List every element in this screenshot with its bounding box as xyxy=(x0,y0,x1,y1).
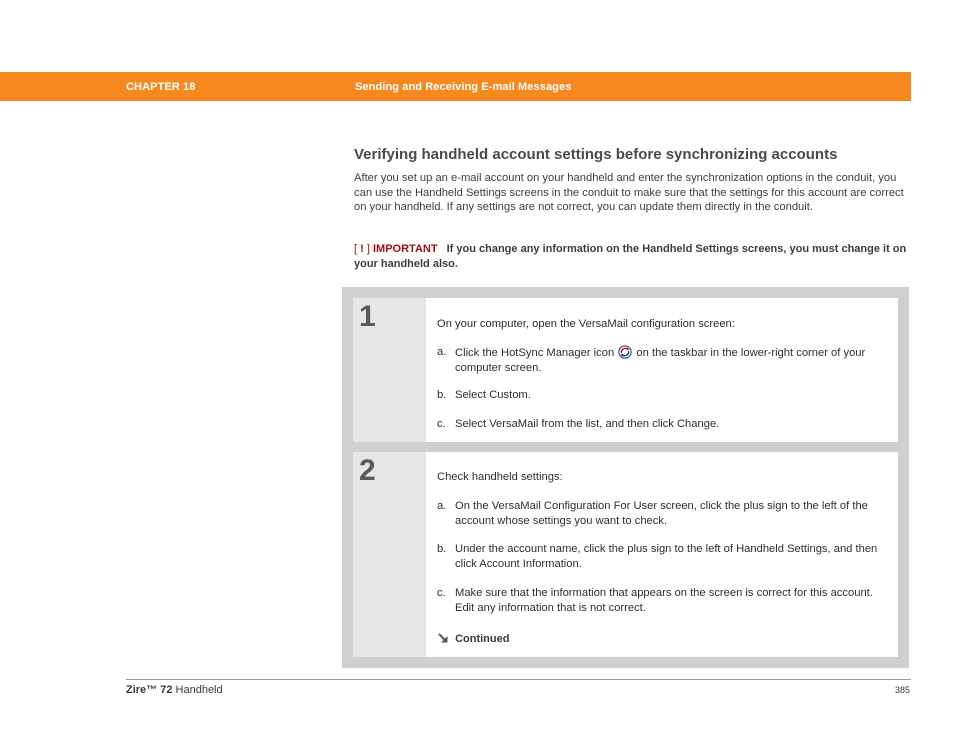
important-text: If you change any information on the Handheld Settings screens, you must change it on your handheld also. xyxy=(354,243,907,270)
item-letter: a. xyxy=(437,500,447,512)
footer-divider xyxy=(126,679,911,680)
step-item xyxy=(437,542,892,571)
step-number-column xyxy=(353,298,426,442)
footer-product-suffix: Handheld xyxy=(172,684,223,696)
important-bracket-open: [ xyxy=(354,243,358,255)
important-exclamation-icon: ! xyxy=(360,243,364,255)
step-item xyxy=(437,499,892,528)
chapter-title: Sending and Receiving E-mail Messages xyxy=(355,81,572,93)
step-intro: On your computer, open the VersaMail configuration screen: xyxy=(437,318,735,330)
item-text: On the VersaMail Configuration For User screen, click the plus sign to the left of the account whose settings you want to check. xyxy=(455,500,868,527)
step-number: 1 xyxy=(359,300,376,333)
item-letter: b. xyxy=(437,543,447,555)
footer-product xyxy=(126,684,223,696)
chapter-number: CHAPTER 18 xyxy=(126,81,196,93)
important-label: IMPORTANT xyxy=(372,243,438,255)
page-number: 385 xyxy=(894,685,910,695)
chapter-header-bar xyxy=(0,72,911,101)
important-note xyxy=(354,242,914,272)
hotsync-icon xyxy=(618,345,632,359)
step-item xyxy=(437,417,892,432)
item-letter: c. xyxy=(437,418,446,430)
step-number: 2 xyxy=(359,454,376,487)
important-bracket-close: ] xyxy=(366,243,370,255)
step-item xyxy=(437,345,892,375)
item-text: Select VersaMail from the list, and then click Change. xyxy=(455,418,720,430)
section-intro: After you set up an e-mail account on your handheld and enter the synchronization options in the conduit, you can use the Handheld Settings screens in the conduit to make sure that the settings for this account are correct on your handheld. If any settings are not correct, you can update them directly in the conduit. xyxy=(354,172,904,214)
item-text: Select Custom. xyxy=(455,389,531,401)
steps-panel xyxy=(342,287,909,668)
continued-label: Continued xyxy=(455,633,510,645)
item-text-after-icon: on the taskbar in the lower-right corner of your computer screen. xyxy=(455,347,866,374)
item-text: Make sure that the information that appears on the screen is correct for this account. Edit any information that is not correct. xyxy=(455,587,873,614)
item-letter: c. xyxy=(437,587,446,599)
item-text-before-icon: Click the HotSync Manager icon xyxy=(455,347,615,359)
step-2 xyxy=(353,452,898,657)
step-intro: Check handheld settings: xyxy=(437,471,563,483)
step-item xyxy=(437,388,892,403)
continued-link[interactable] xyxy=(437,632,509,647)
item-letter: b. xyxy=(437,389,447,401)
step-1 xyxy=(353,298,898,442)
step-number-column xyxy=(353,452,426,657)
footer-product-name: Zire™ 72 xyxy=(126,684,173,696)
section-title: Verifying handheld account settings before synchronizing accounts xyxy=(354,146,838,163)
item-letter: a. xyxy=(437,346,447,358)
item-text: Under the account name, click the plus sign to the left of Handheld Settings, and then click Account Information. xyxy=(455,543,878,570)
step-item xyxy=(437,586,892,615)
arrow-down-right-icon xyxy=(437,632,449,644)
